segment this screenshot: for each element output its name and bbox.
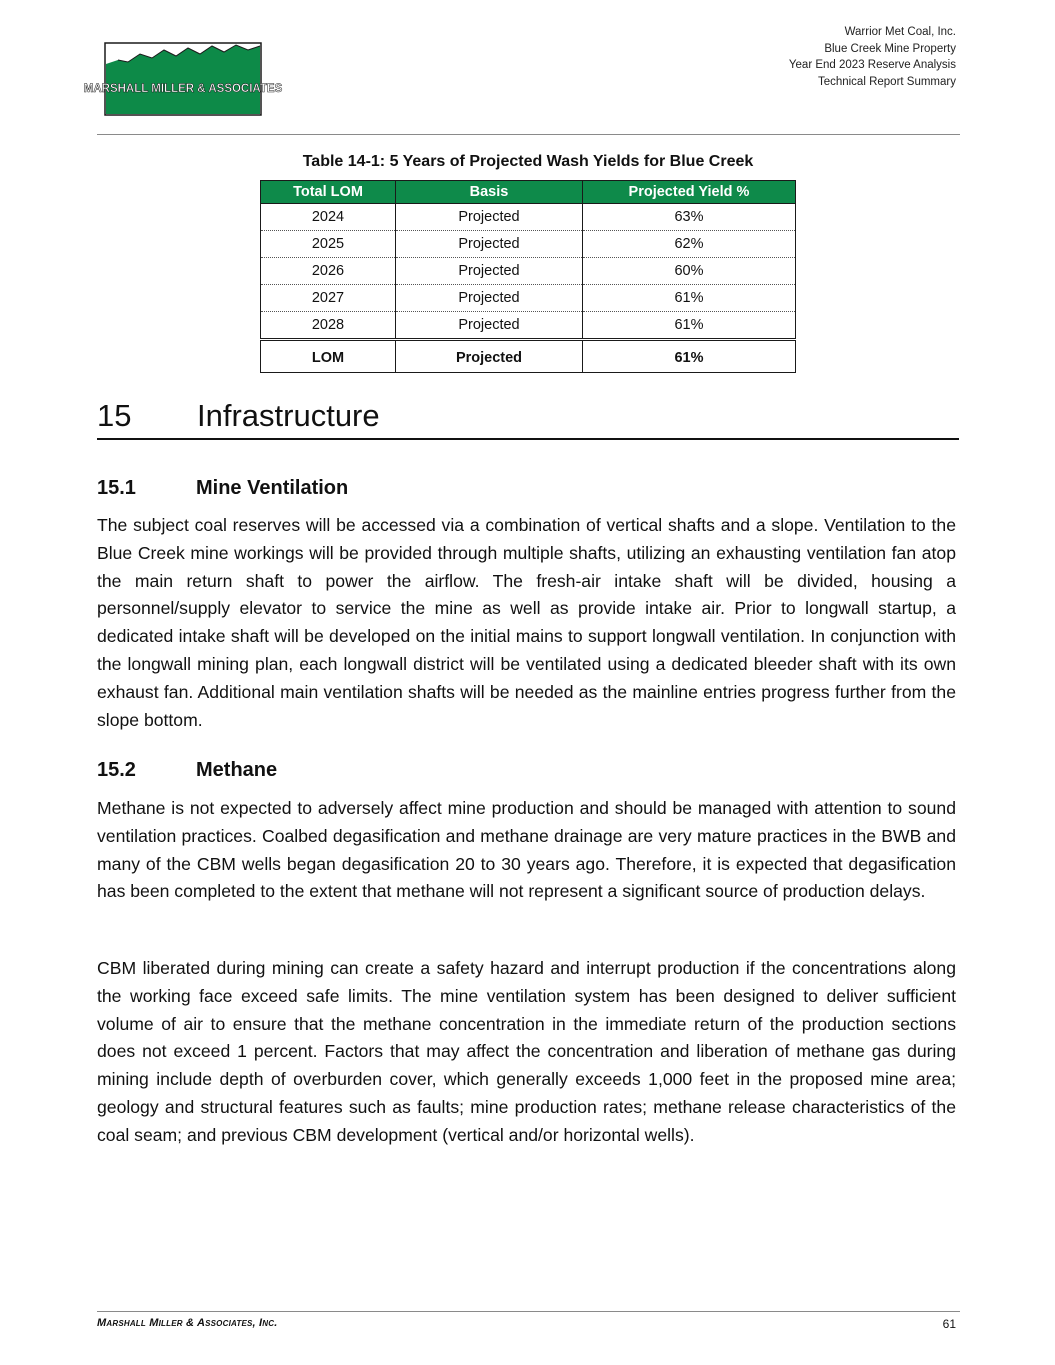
table-cell: 62% — [583, 231, 796, 258]
table-total-row — [261, 340, 796, 373]
table-cell: 2027 — [261, 285, 396, 312]
footer-divider — [97, 1311, 960, 1312]
table-cell: Projected — [396, 340, 583, 373]
header-analysis: Year End 2023 Reserve Analysis — [788, 59, 956, 72]
column-header: Basis — [396, 181, 583, 204]
subsection-number: 15.1 — [97, 477, 136, 499]
column-header: Total LOM — [261, 181, 396, 204]
table-cell: Projected — [396, 312, 583, 340]
table-row — [261, 312, 796, 340]
section-heading — [97, 396, 959, 440]
table-row — [261, 231, 796, 258]
body-paragraph: CBM liberated during mining can create a safety hazard and interrupt production if the concentrations along the working face exceed safe limits. The mine ventilation system has been designed to deliver sufficient volume of air to ensure that the methane concentration in the immediate return of the production sections does not exceed 1 percent. Factors that may affect the concentration and liberation of methane gas during mining include depth of overburden cover, which generally exceeds 1,000 feet in the proposed mine area; geology and structural features such as faults; mine production rates; methane release characteristics of the coal seam; and previous CBM development (vertical and/or horizontal wells). — [97, 958, 956, 1145]
company-logo — [83, 42, 283, 116]
table-cell: Projected — [396, 231, 583, 258]
table-cell: 2024 — [261, 204, 396, 231]
table-header-row — [261, 181, 796, 204]
footer-company: Marshall Miller & Associates, Inc. — [97, 1317, 278, 1329]
table-caption: Table 14-1: 5 Years of Projected Wash Yields for Blue Creek — [302, 153, 754, 170]
table-cell: 60% — [583, 258, 796, 285]
subsection-title: Methane — [196, 759, 278, 781]
body-paragraph: The subject coal reserves will be accessed via a combination of vertical shafts and a slope. Ventilation to the Blue Creek mine workings will be provided through multiple shafts, utilizing an exhausting ventilation fan atop the main return shaft to power the airflow. The fresh-air intake shaft will be divided, housing a personnel/supply elevator to service the mine as well as provide intake air. Prior to longwall startup, a dedicated intake shaft will be developed on the initial mains to support longwall ventilation. In conjunction with the longwall mining plan, each longwall district will be ventilated using a dedicated bleeder shaft with its own exhaust fan. Additional main ventilation shafts will be needed as the mainline entries progress further from the slope bottom. — [97, 515, 956, 730]
wash-yield-table — [260, 180, 796, 373]
table-row — [261, 258, 796, 285]
table-cell: 61% — [583, 340, 796, 373]
table-cell: 2028 — [261, 312, 396, 340]
table-row — [261, 204, 796, 231]
column-header: Projected Yield % — [583, 181, 796, 204]
table-cell: Projected — [396, 285, 583, 312]
table-cell: 61% — [583, 312, 796, 340]
table-cell: 61% — [583, 285, 796, 312]
table-cell: 2026 — [261, 258, 396, 285]
header-report: Technical Report Summary — [817, 75, 956, 88]
table-cell: Projected — [396, 258, 583, 285]
table-cell: Projected — [396, 204, 583, 231]
subsection-title: Mine Ventilation — [196, 477, 349, 499]
table-row — [261, 285, 796, 312]
header-property: Blue Creek Mine Property — [824, 42, 956, 55]
table-cell: 63% — [583, 204, 796, 231]
subsection-number: 15.2 — [97, 759, 136, 781]
logo-text: MARSHALL MILLER & ASSOCIATES — [83, 83, 283, 95]
body-paragraph: Methane is not expected to adversely affect mine production and should be managed with attention to sound ventilation practices. Coalbed degasification and methane drainage are very mature practices in the BWB and many of the CBM wells began degasification 20 to 30 years ago. Therefore, it is expected that degasification has been completed to the extent that methane will not represent a significant source of production delays. — [97, 798, 956, 902]
header-company: Warrior Met Coal, Inc. — [844, 26, 956, 38]
header-divider — [97, 134, 960, 135]
table-cell: 2025 — [261, 231, 396, 258]
page-number: 61 — [942, 1317, 956, 1331]
section-title: Infrastructure — [197, 398, 380, 433]
table-cell: LOM — [261, 340, 396, 373]
section-number: 15 — [97, 398, 132, 433]
header-info — [789, 24, 956, 90]
